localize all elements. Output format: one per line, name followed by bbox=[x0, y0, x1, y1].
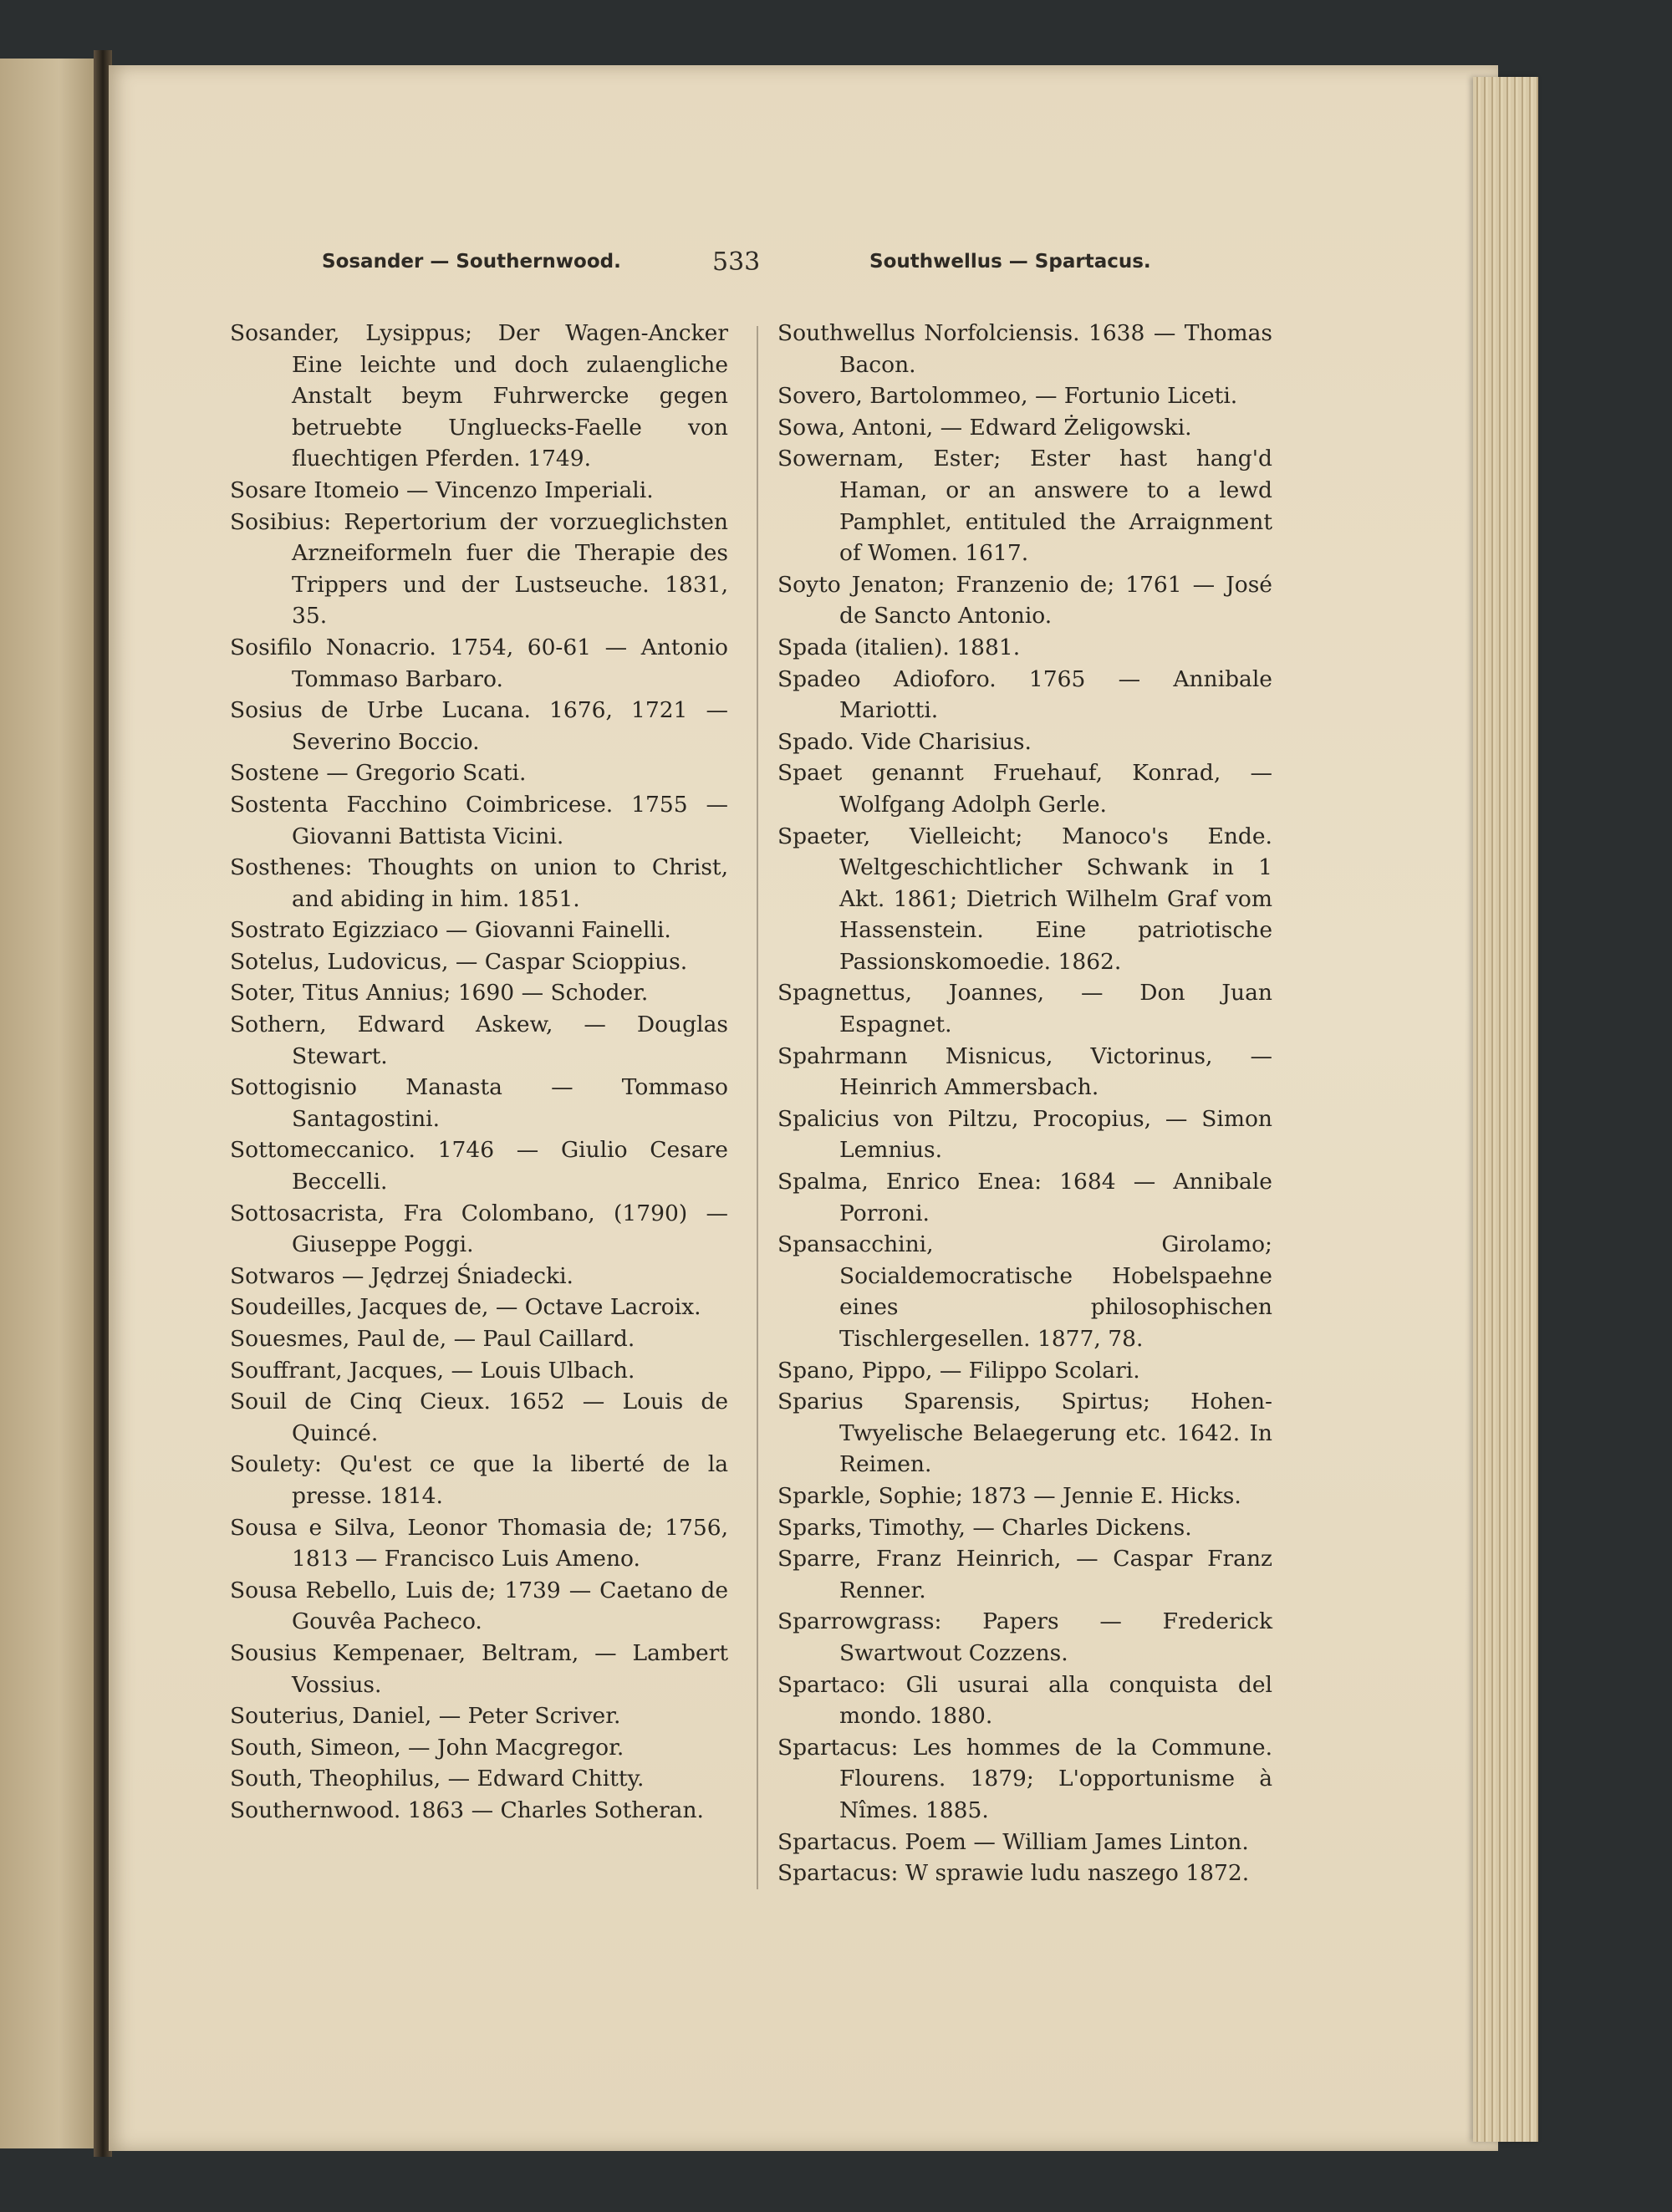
index-entry: Spartacus. Poem — William James Linton. bbox=[777, 1828, 1249, 1855]
index-entry: Spartacus: W sprawie ludu naszego 1872. bbox=[777, 1860, 1250, 1887]
index-entry: South, Simeon, — John Macgregor. bbox=[230, 1734, 624, 1761]
running-header bbox=[0, 247, 1672, 284]
index-entry: South, Theophilus, — Edward Chitty. bbox=[230, 1766, 645, 1792]
page-number: 533 bbox=[712, 247, 761, 277]
header-left: Sosander — Southernwood. bbox=[322, 251, 621, 273]
index-entry: Sosifilo Nonacrio. 1754, 60-61 — Antonio Tommaso Barbaro. bbox=[230, 634, 728, 692]
index-entry: Soyto Jenaton; Franzenio de; 1761 — José de Sancto Antonio. bbox=[777, 571, 1272, 629]
index-entry: Sottosacrista, Fra Colombano, (1790) — Giuseppe Poggi. bbox=[230, 1200, 728, 1258]
index-entry: Sparks, Timothy, — Charles Dickens. bbox=[777, 1514, 1192, 1541]
index-entry: Sovero, Bartolommeo, — Fortunio Liceti. bbox=[777, 383, 1238, 410]
index-entry: Spadeo Adioforo. 1765 — Annibale Mariotti. bbox=[777, 665, 1272, 724]
index-entry: Sostrato Egizziaco — Giovanni Fainelli. bbox=[230, 917, 671, 944]
index-entry: Sothern, Edward Askew, — Douglas Stewart. bbox=[230, 1012, 728, 1069]
page-edges bbox=[1473, 77, 1538, 2142]
index-entry: Spalma, Enrico Enea: 1684 — Annibale Porroni. bbox=[777, 1169, 1272, 1226]
index-entry: Spano, Pippo, — Filippo Scolari. bbox=[777, 1357, 1140, 1384]
index-entry: Souesmes, Paul de, — Paul Caillard. bbox=[230, 1326, 635, 1352]
index-entry: Sparrowgrass: Papers — Frederick Swartwout Cozzens. bbox=[777, 1608, 1272, 1666]
index-entry: Sostenta Facchino Coimbricese. 1755 — Giovanni Battista Vicini. bbox=[230, 791, 728, 849]
index-entry: Souil de Cinq Cieux. 1652 — Louis de Quincé. bbox=[230, 1389, 728, 1446]
index-entry: Spalicius von Piltzu, Procopius, — Simon Lemnius. bbox=[777, 1105, 1272, 1164]
index-entry: Sottomeccanico. 1746 — Giulio Cesare Beccelli. bbox=[230, 1137, 728, 1195]
index-entry: Spada (italien). 1881. bbox=[777, 634, 1021, 660]
column-divider bbox=[757, 326, 758, 1889]
index-entry: Sowernam, Ester; Ester hast hang'd Haman, or an answere to a lewd Pamphlet, entituled the Arraignment of Women. 1617. bbox=[777, 446, 1272, 567]
index-entry: Southernwood. 1863 — Charles Sotheran. bbox=[230, 1797, 704, 1823]
index-entry: Soudeilles, Jacques de, — Octave Lacroix. bbox=[230, 1294, 701, 1321]
index-entry: Sparkle, Sophie; 1873 — Jennie E. Hicks. bbox=[777, 1482, 1241, 1509]
index-entry: Spartaco: Gli usurai alla conquista del mondo. 1880. bbox=[777, 1671, 1272, 1730]
index-entry: Sotwaros — Jędrzej Śniadecki. bbox=[230, 1262, 573, 1289]
index-entry: Sosare Itomeio — Vincenzo Imperiali. bbox=[230, 477, 654, 503]
index-entry: Sosibius: Repertorium der vorzueglichsten Arzneiformeln fuer die Therapie des Trippers und der Lustseuche. 1831, 35. bbox=[230, 508, 728, 629]
index-entry: Sosius de Urbe Lucana. 1676, 1721 — Severino Boccio. bbox=[230, 697, 728, 755]
index-entry: Sousius Kempenaer, Beltram, — Lambert Vossius. bbox=[230, 1639, 728, 1698]
background-corner bbox=[1471, 0, 1672, 75]
index-entry: Souterius, Daniel, — Peter Scriver. bbox=[230, 1703, 621, 1730]
index-entry: Spansacchini, Girolamo; Socialdemocratische Hobelspaehne eines philosophischen Tischlergesellen. 1877, 78. bbox=[777, 1231, 1272, 1352]
index-entry: Sosthenes: Thoughts on union to Christ, and abiding in him. 1851. bbox=[230, 854, 728, 912]
index-entry: Sousa e Silva, Leonor Thomasia de; 1756, 1813 — Francisco Luis Ameno. bbox=[230, 1514, 728, 1572]
header-right: Southwellus — Spartacus. bbox=[869, 251, 1151, 273]
index-entry: Spartacus: Les hommes de la Commune. Flourens. 1879; L'opportunisme à Nîmes. 1885. bbox=[777, 1734, 1272, 1823]
index-entry: Sousa Rebello, Luis de; 1739 — Caetano de Gouvêa Pacheco. bbox=[230, 1577, 728, 1635]
left-column bbox=[230, 318, 728, 1827]
index-entry: Spahrmann Misnicus, Victorinus, — Heinrich Ammersbach. bbox=[777, 1042, 1272, 1101]
index-entry: Soter, Titus Annius; 1690 — Schoder. bbox=[230, 980, 649, 1007]
facing-page-edge bbox=[0, 59, 99, 2148]
index-entry: Sparius Sparensis, Spirtus; Hohen-Twyelische Belaegerung etc. 1642. In Reimen. bbox=[777, 1389, 1272, 1478]
index-entry: Spaet genannt Fruehauf, Konrad, — Wolfgang Adolph Gerle. bbox=[777, 760, 1272, 818]
index-entry: Spagnettus, Joannes, — Don Juan Espagnet. bbox=[777, 980, 1272, 1038]
index-entry: Sotelus, Ludovicus, — Caspar Scioppius. bbox=[230, 948, 688, 975]
index-entry: Souffrant, Jacques, — Louis Ulbach. bbox=[230, 1357, 635, 1384]
index-entry: Sostene — Gregorio Scati. bbox=[230, 760, 527, 787]
index-entry: Sosander, Lysippus; Der Wagen-Ancker Eine leichte und doch zulaengliche Anstalt beym Fuhrwercke gegen betruebte Ungluecks-Faelle von fluechtigen Pferden. 1749. bbox=[230, 320, 728, 472]
index-entry: Soulety: Qu'est ce que la liberté de la presse. 1814. bbox=[230, 1451, 728, 1509]
index-entry: Sparre, Franz Heinrich, — Caspar Franz Renner. bbox=[777, 1546, 1272, 1603]
index-entry: Spado. Vide Charisius. bbox=[777, 728, 1032, 755]
index-entry: Spaeter, Vielleicht; Manoco's Ende. Weltgeschichtlicher Schwank in 1 Akt. 1861; Dietrich Wilhelm Graf vom Hassenstein. Eine patriotische Passionskomoedie. 1862. bbox=[777, 823, 1272, 975]
right-column bbox=[777, 318, 1272, 1889]
index-entry: Southwellus Norfolciensis. 1638 — Thomas Bacon. bbox=[777, 320, 1272, 378]
index-entry: Sowa, Antoni, — Edward Żeligowski. bbox=[777, 414, 1192, 441]
index-entry: Sottogisnio Manasta — Tommaso Santagostini. bbox=[230, 1074, 728, 1132]
